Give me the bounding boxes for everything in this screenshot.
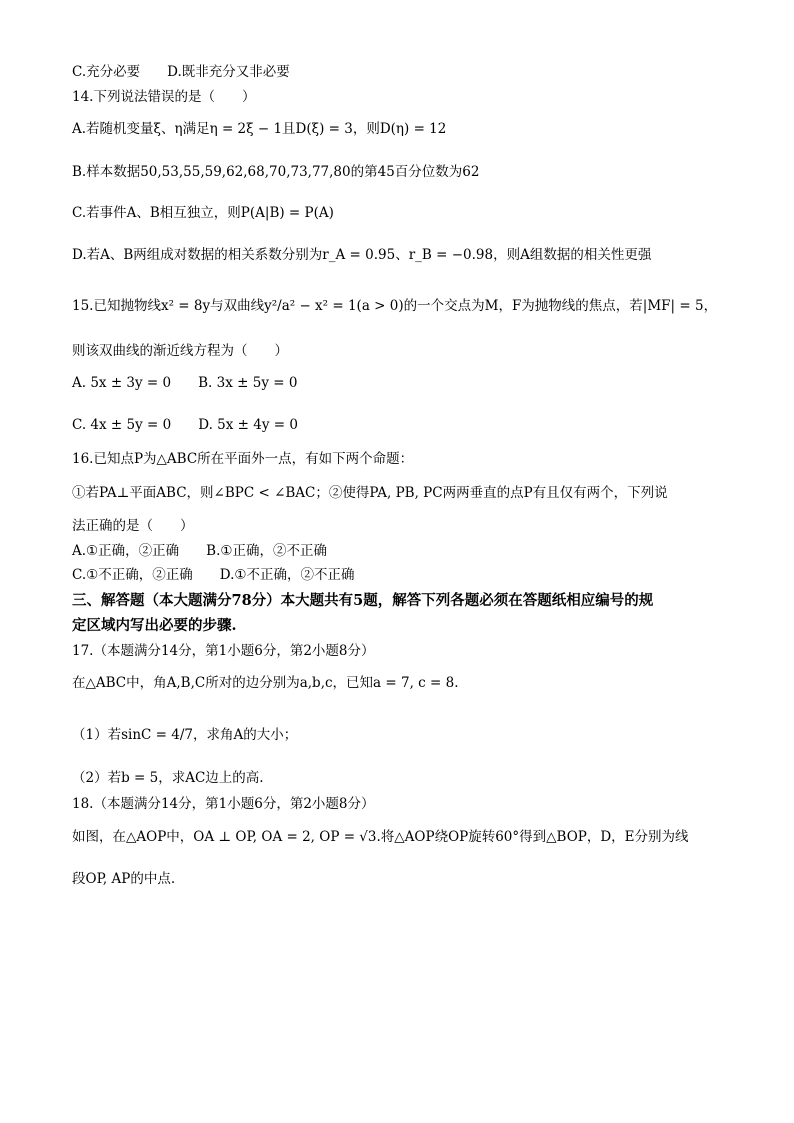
q14-option-a: A.若随机变量ξ、η满足η = 2ξ − 1且D(ξ) = 3，则D(η) = 12 [72, 121, 447, 137]
q17-stem: 在△ABC中，角A,B,C所对的边分别为a,b,c，已知a = 7, c = 8. [72, 675, 459, 691]
q16-stem-line3: 法正确的是（ ） [72, 518, 194, 534]
q17-part1: （1）若sinC = 4/7，求角A的大小； [72, 727, 298, 743]
q17-part2: （2）若b = 5，求AC边上的高. [72, 770, 264, 786]
q16-options-cd: C.①不正确，②正确 D.①不正确，②不正确 [72, 567, 355, 583]
q13-options-cd: C.充分必要 D.既非充分又非必要 [72, 64, 290, 80]
q16-options-ab: A.①正确，②正确 B.①正确，②不正确 [72, 543, 327, 559]
q15-options-ab: A. 5x ± 3y = 0 B. 3x ± 5y = 0 [72, 375, 298, 391]
q14-option-b: B.样本数据50,53,55,59,62,68,70,73,77,80的第45百分位数为62 [72, 164, 480, 180]
q17-header: 17.（本题满分14分，第1小题6分，第2小题8分） [72, 643, 375, 659]
q15-stem-line2: 则该双曲线的渐近线方程为（ ） [72, 343, 288, 359]
q15-stem-line1: 15.已知抛物线x² = 8y与双曲线y²/a² − x² = 1(a > 0)的一个交点为M，F为抛物线的焦点，若|MF| = 5， [72, 298, 718, 314]
q18-stem-line2: 段OP, AP的中点. [72, 871, 176, 887]
q14-option-c: C.若事件A、B相互独立，则P(A|B) = P(A) [72, 205, 334, 221]
q16-stem-line2: ①若PA⊥平面ABC，则∠BPC < ∠BAC；②使得PA, PB, PC两两垂直的点P有且仅有两个，下列说 [72, 485, 668, 501]
section3-heading-line2: 定区域内写出必要的步骤. [72, 617, 237, 634]
q15-options-cd: C. 4x ± 5y = 0 D. 5x ± 4y = 0 [72, 417, 298, 433]
q14-option-d: D.若A、B两组成对数据的相关系数分别为r_A = 0.95、r_B = −0.98，则A组数据的相关性更强 [72, 247, 652, 263]
section3-heading-line1: 三、解答题（本大题满分78分）本大题共有5题，解答下列各题必须在答题纸相应编号的规 [72, 592, 654, 609]
q18-header: 18.（本题满分14分，第1小题6分，第2小题8分） [72, 796, 375, 812]
q14-stem: 14.下列说法错误的是（ ） [72, 89, 256, 105]
q18-stem-line1: 如图，在△AOP中，OA ⊥ OP, OA = 2, OP = √3.将△AOP绕OP旋转60°得到△BOP，D，E分别为线 [72, 829, 689, 845]
q16-stem-line1: 16.已知点P为△ABC所在平面外一点，有如下两个命题： [72, 451, 414, 467]
